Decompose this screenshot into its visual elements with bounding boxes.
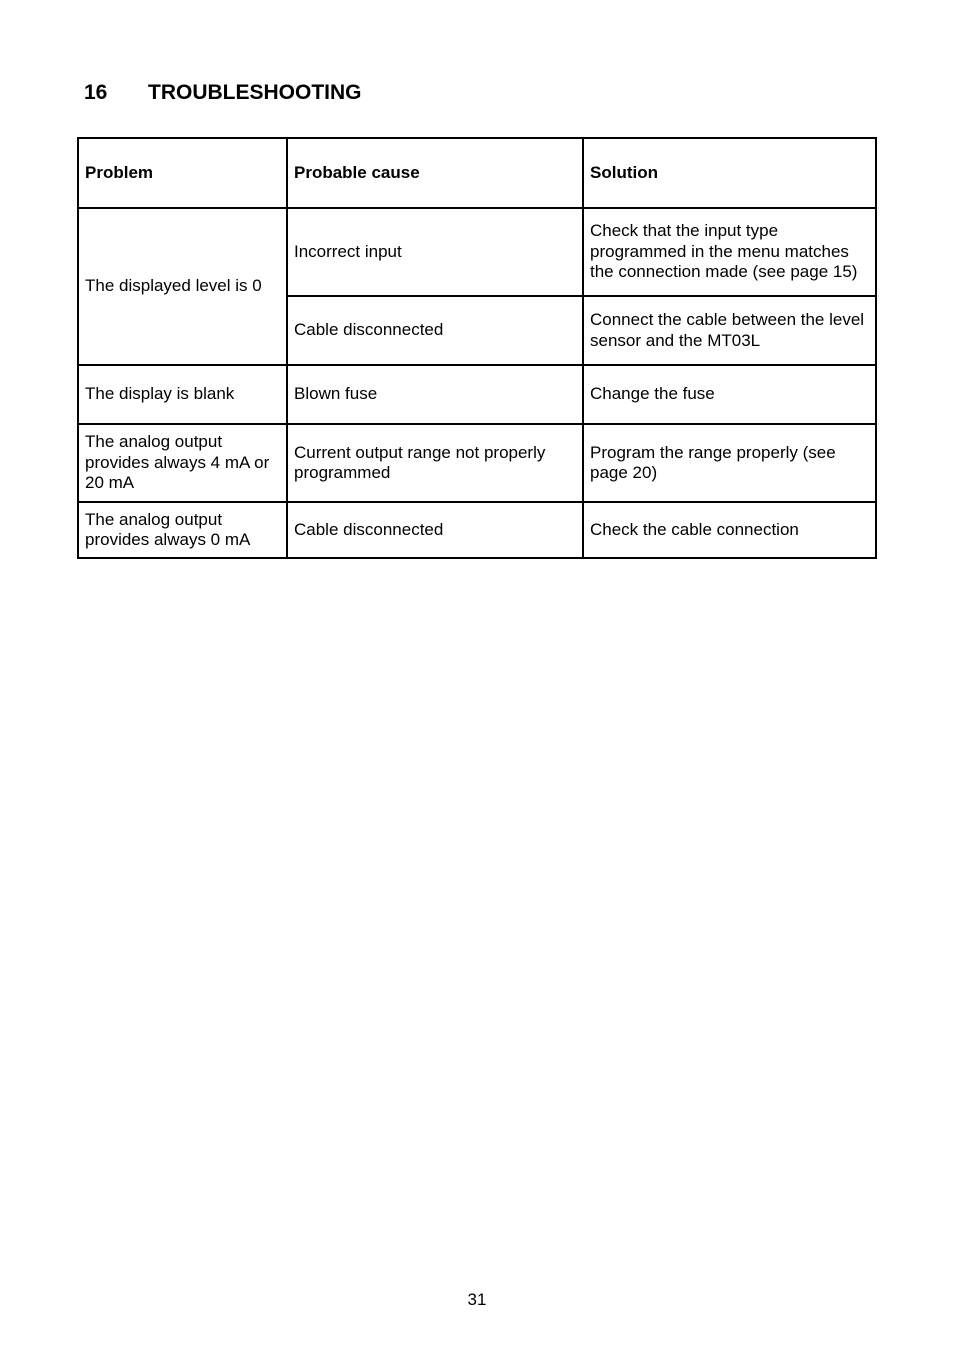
solution-cell: Connect the cable between the level sensor and the MT03L [583, 296, 876, 365]
problem-cell: The analog output provides always 0 mA [78, 502, 287, 558]
cause-cell: Current output range not properly programmed [287, 424, 583, 502]
section-title: TROUBLESHOOTING [148, 81, 362, 104]
cause-cell: Cable disconnected [287, 296, 583, 365]
solution-cell: Check that the input type programmed in the menu matches the connection made (see page 15) [583, 208, 876, 296]
cause-cell: Blown fuse [287, 365, 583, 424]
troubleshooting-table [77, 137, 877, 559]
solution-cell: Check the cable connection [583, 502, 876, 558]
solution-cell: Change the fuse [583, 365, 876, 424]
section-number: 16 [84, 81, 108, 104]
header-solution: Solution [583, 138, 876, 208]
header-probable-cause: Probable cause [287, 138, 583, 208]
table-row [78, 424, 876, 502]
cause-cell: Incorrect input [287, 208, 583, 296]
solution-cell: Program the range properly (see page 20) [583, 424, 876, 502]
table-header-row [78, 138, 876, 208]
table-row [78, 502, 876, 558]
page-number: 31 [467, 1290, 487, 1309]
table-row [78, 208, 876, 296]
cause-cell: Cable disconnected [287, 502, 583, 558]
problem-cell: The analog output provides always 4 mA or 20 mA [78, 424, 287, 502]
problem-cell: The displayed level is 0 [78, 208, 287, 365]
section-heading [84, 80, 362, 106]
header-problem: Problem [78, 138, 287, 208]
table-row [78, 365, 876, 424]
problem-cell: The display is blank [78, 365, 287, 424]
